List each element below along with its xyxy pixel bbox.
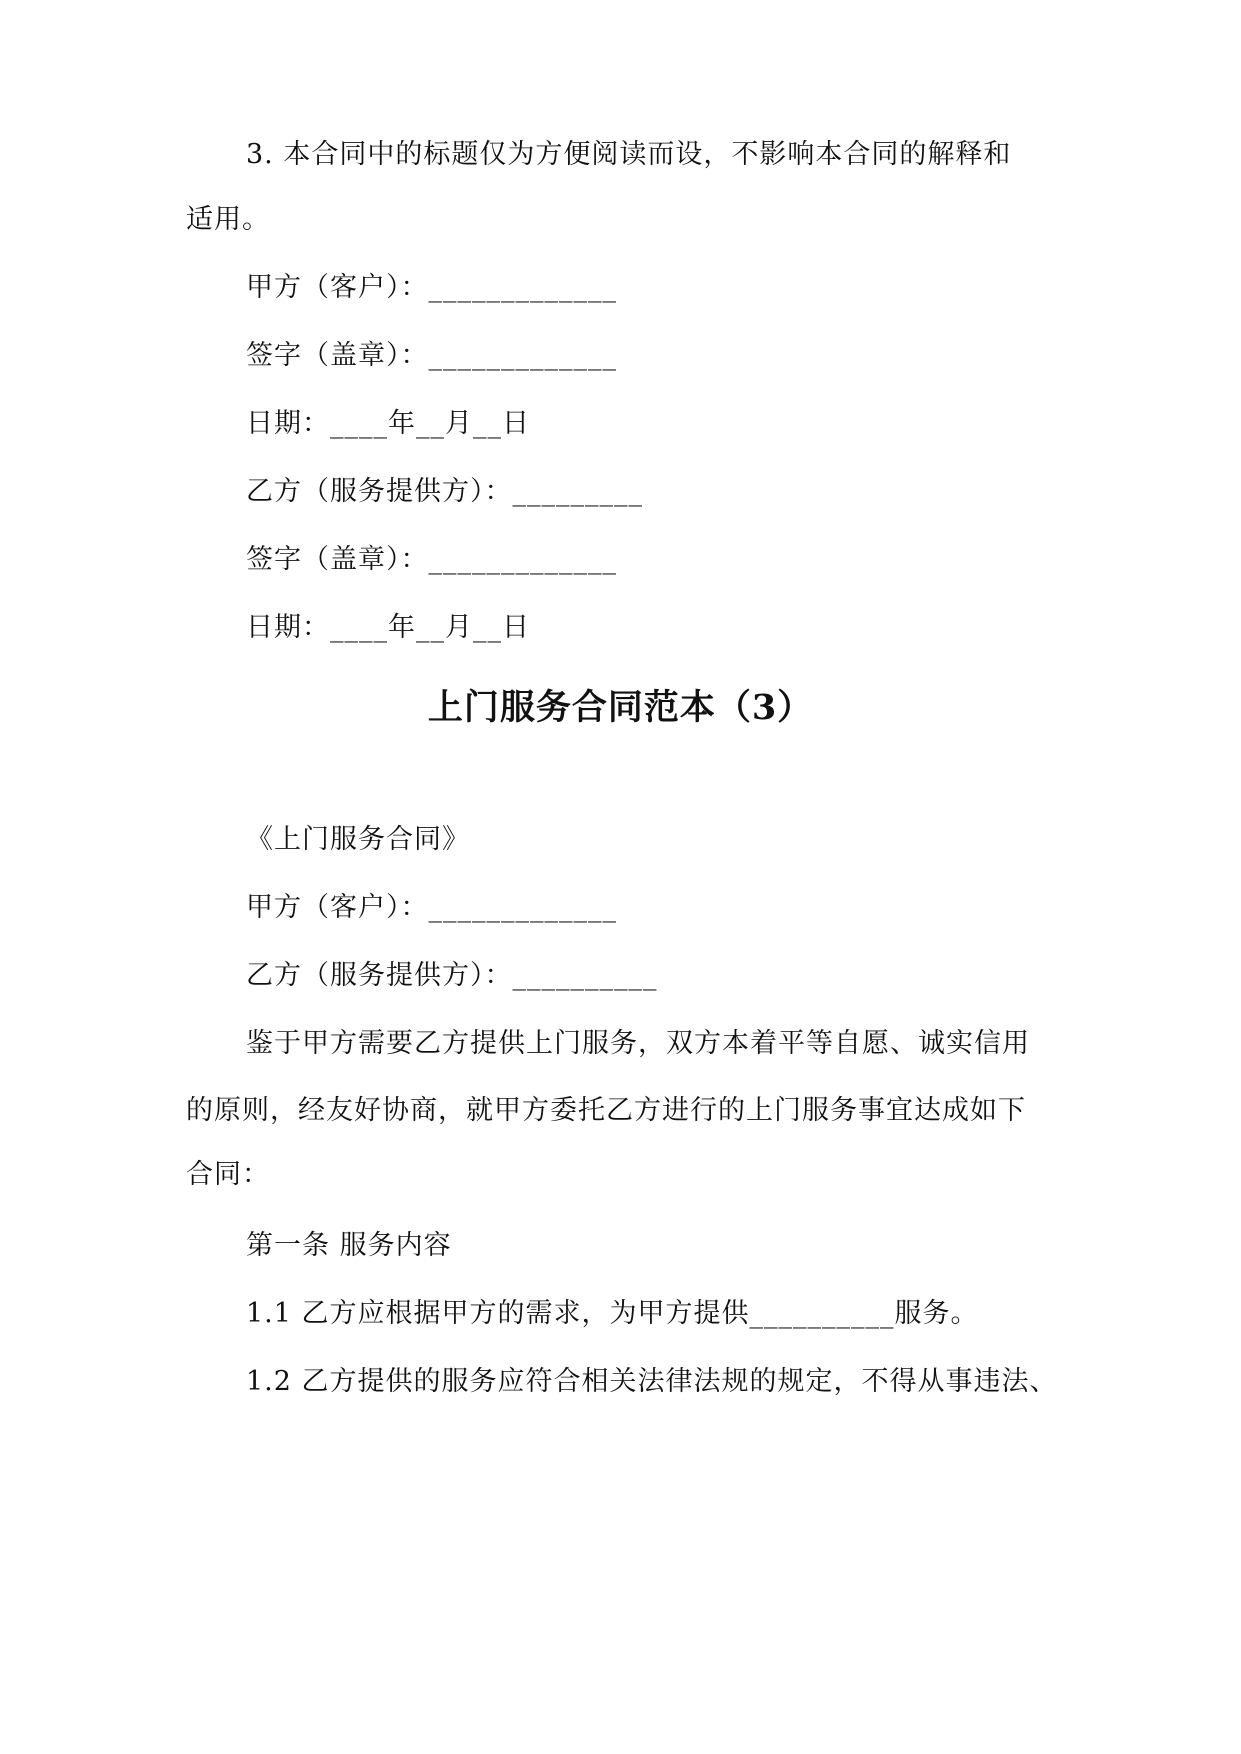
party-a-date-field: 日期：____年__月__日 bbox=[246, 408, 530, 439]
party-b-field-2: 乙方（服务提供方）：__________ bbox=[246, 960, 658, 991]
contract-name: 《上门服务合同》 bbox=[246, 824, 470, 855]
article-1-heading: 第一条 服务内容 bbox=[246, 1230, 452, 1261]
clause-3-text-continued: 适用。 bbox=[186, 204, 270, 235]
clause-1-1: 1.1 乙方应根据甲方的需求，为甲方提供__________服务。 bbox=[246, 1298, 979, 1329]
contract-title: 上门服务合同范本（3） bbox=[427, 687, 814, 728]
preamble-line-3: 合同： bbox=[186, 1159, 270, 1190]
party-a-field: 甲方（客户）：_____________ bbox=[246, 272, 617, 303]
party-b-date-field: 日期：____年__月__日 bbox=[246, 612, 530, 643]
clause-1-2: 1.2 乙方提供的服务应符合相关法律法规的规定，不得从事违法、 bbox=[246, 1366, 1058, 1397]
preamble-line-1: 鉴于甲方需要乙方提供上门服务，双方本着平等自愿、诚实信用 bbox=[246, 1028, 1030, 1059]
preamble-line-2: 的原则，经友好协商，就甲方委托乙方进行的上门服务事宜达成如下 bbox=[186, 1095, 1026, 1126]
party-b-signature-field: 签字（盖章）：_____________ bbox=[246, 544, 617, 575]
party-a-signature-field: 签字（盖章）：_____________ bbox=[246, 340, 617, 371]
party-a-field-2: 甲方（客户）：_____________ bbox=[246, 892, 617, 923]
clause-3-text: 3. 本合同中的标题仅为方便阅读而设，不影响本合同的解释和 bbox=[246, 139, 1012, 170]
party-b-field: 乙方（服务提供方）：_________ bbox=[246, 476, 643, 507]
